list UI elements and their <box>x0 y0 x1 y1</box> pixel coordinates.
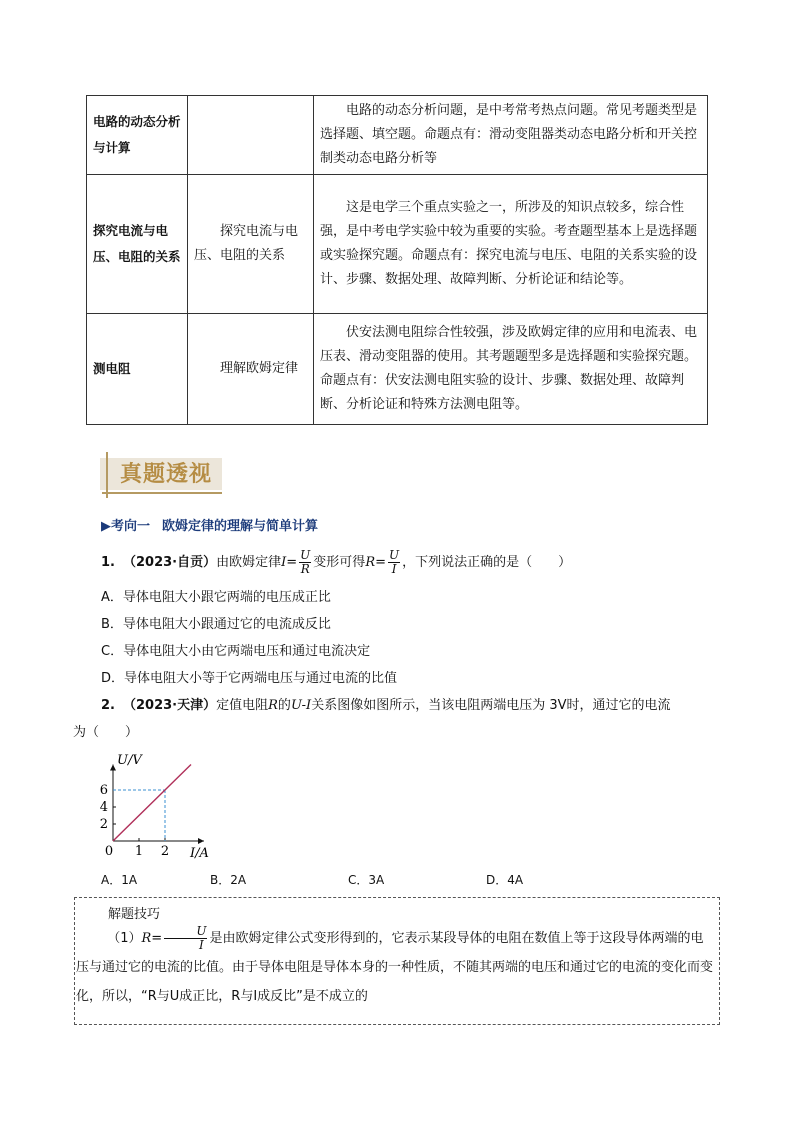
choice-a: A．1A <box>101 873 138 887</box>
table-row <box>87 175 708 314</box>
equation-variable: I <box>281 555 287 570</box>
question-source: （2023·天津） <box>122 698 217 713</box>
table-row <box>87 96 708 175</box>
ui-graph <box>88 748 238 866</box>
x-axis-arrow <box>198 838 204 844</box>
choice-b: B．2A <box>210 873 247 887</box>
tip-body <box>76 924 716 1011</box>
equation-variable: U-I <box>290 698 312 713</box>
x-axis-label: I/A <box>190 846 209 861</box>
equation-variable: R <box>141 931 152 946</box>
equation-variable: R <box>268 698 278 713</box>
choice-d: D．4A <box>486 873 524 887</box>
question-2 <box>101 696 671 716</box>
equals-sign: = <box>286 555 298 570</box>
equals-sign: = <box>151 931 163 946</box>
x-tick-label: 2 <box>160 844 170 859</box>
question-source: （2023·自贡） <box>122 555 217 570</box>
table-row <box>87 314 708 425</box>
y-tick-label: 6 <box>99 783 108 798</box>
question-text: 变形可得 <box>313 555 366 570</box>
option-b: B．导体电阻大小跟通过它的电流成反比 <box>101 617 331 632</box>
requirement-cell: 探究电流与电压、电阻的关系 <box>188 175 314 314</box>
tip-index: （1） <box>107 931 142 946</box>
requirement-cell <box>188 96 314 175</box>
equation-fraction: $\frac{U}{I}$ <box>164 925 207 952</box>
option-c: C．导体电阻大小由它两端电压和通过电流决定 <box>101 644 371 659</box>
section-marker: ▶考向一 <box>101 519 150 534</box>
x-tick-label: 0 <box>104 844 114 859</box>
question-text: 关系图像如图所示，当该电阻两端电压为 3V时，通过它的电流 <box>311 698 671 713</box>
section-title: 欧姆定律的理解与简单计算 <box>162 519 319 534</box>
knowledge-table <box>86 95 708 425</box>
y-axis-label: U/V <box>117 753 142 768</box>
question-number: 1. <box>101 555 115 570</box>
y-axis-arrow <box>110 765 116 771</box>
banner-title: 真题透视 <box>120 462 213 487</box>
section-heading <box>101 515 318 534</box>
series-line <box>113 765 191 842</box>
tip-text: 是由欧姆定律公式变形得到的，它表示某段导体的电阻在数值上等于这段导体两端的电压与通过它的电流的比值。由于导体电阻是导体本身的一种性质，不随其两端的电压和通过它的电流的变化而变化，所以，“R与U成正比，R与I成反比”是不成立的 <box>76 931 714 1004</box>
topic-cell: 电路的动态分析与计算 <box>87 96 188 175</box>
question-2-continuation: 为（ ） <box>73 725 139 740</box>
question-text: 的 <box>277 698 291 713</box>
equation-variable: R <box>365 555 376 570</box>
analysis-cell: 这是电学三个重点实验之一，所涉及的知识点较多，综合性强，是中考电学实验中较为重要的实验。考查题型基本上是选择题或实验探究题。命题点有：探究电流与电压、电阻的关系实验的设计、步骤、数据处理、故障判断、分析论证和结论等。 <box>314 175 708 314</box>
analysis-cell: 伏安法测电阻综合性较强，涉及欧姆定律的应用和电流表、电压表、滑动变阻器的使用。其考题题型多是选择题和实验探究题。命题点有：伏安法测电阻实验的设计、步骤、数据处理、故障判断、分析论证和特殊方法测电阻等。 <box>314 314 708 425</box>
topic-cell: 测电阻 <box>87 314 188 425</box>
question-text: 由欧姆定律 <box>216 555 282 570</box>
x-tick-label: 1 <box>134 844 144 859</box>
equation-fraction: $\frac{U}{R}$ <box>300 548 311 576</box>
choice-c: C．3A <box>348 873 385 887</box>
question-1 <box>101 549 571 576</box>
question-number: 2. <box>101 698 115 713</box>
option-a: A．导体电阻大小跟它两端的电压成正比 <box>101 590 331 605</box>
option-d: D．导体电阻大小等于它两端电压与通过电流的比值 <box>101 671 398 686</box>
analysis-cell: 电路的动态分析问题，是中考常考热点问题。常见考题类型是选择题、填空题。命题点有：滑动变阻器类动态电路分析和开关控制类动态电路分析等 <box>314 96 708 175</box>
y-tick-label: 4 <box>99 800 108 815</box>
choice-row <box>0 871 794 891</box>
question-text: 定值电阻 <box>216 698 269 713</box>
y-tick-label: 2 <box>99 817 108 832</box>
topic-cell: 探究电流与电压、电阻的关系 <box>87 175 188 314</box>
equals-sign: = <box>375 555 387 570</box>
tip-title: 解题技巧 <box>108 907 161 922</box>
banner-decoration <box>102 492 222 494</box>
question-text: ，下列说法正确的是（ ） <box>402 555 572 570</box>
equation-fraction: $\frac{U}{I}$ <box>389 548 400 576</box>
requirement-cell: 理解欧姆定律 <box>188 314 314 425</box>
